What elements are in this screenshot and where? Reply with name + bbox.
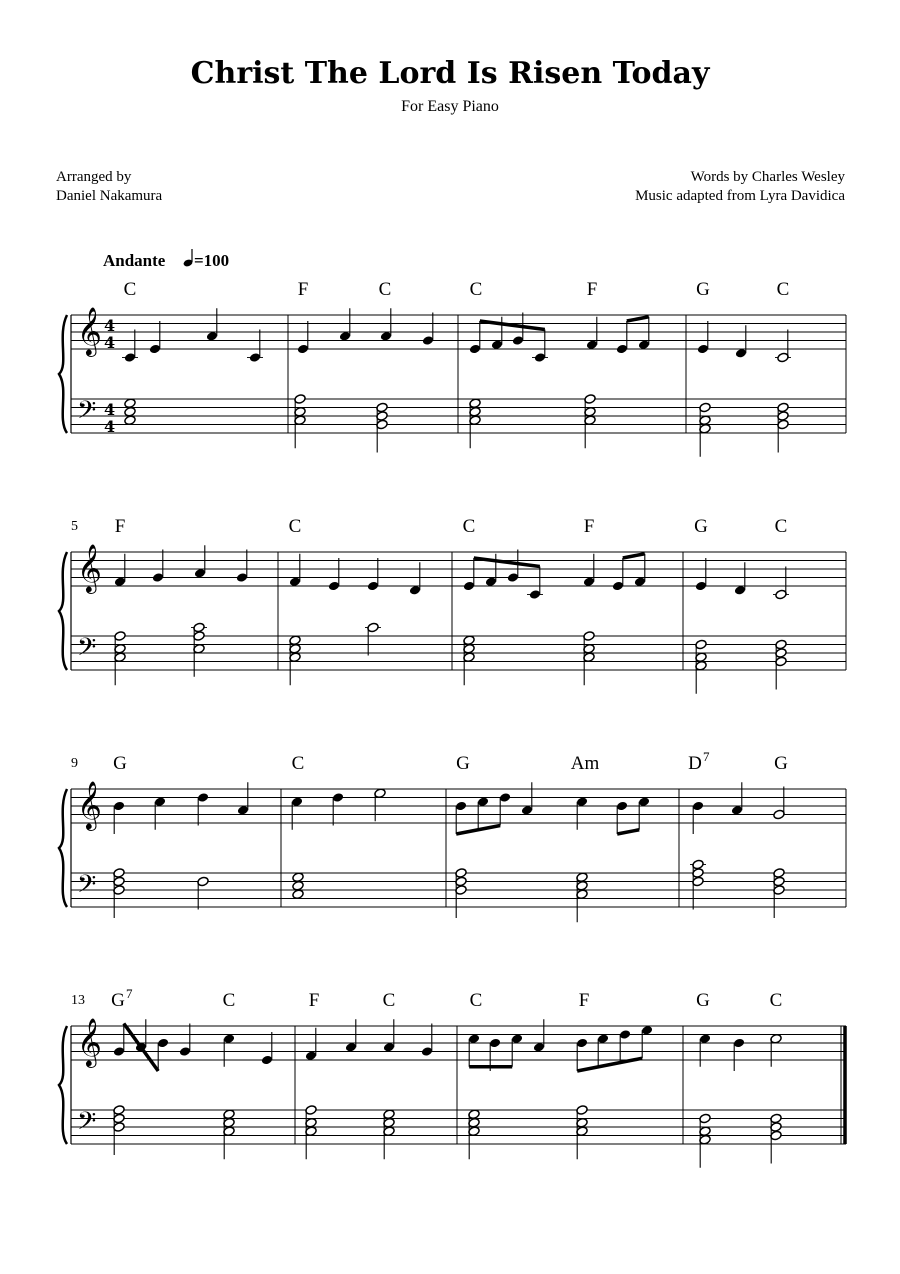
- system-2: [59, 516, 846, 694]
- arranger-name: Daniel Nakamura: [56, 188, 163, 204]
- bass-note: [292, 880, 304, 891]
- bass-note: [124, 406, 136, 417]
- chord-symbol: C: [222, 990, 236, 1011]
- treble-clef-icon: 𝄞: [77, 306, 102, 355]
- system-1: [59, 279, 846, 457]
- beam: [124, 1024, 158, 1072]
- chord-symbol: F: [114, 516, 126, 537]
- music-credit: Music adapted from Lyra Davidica: [635, 188, 845, 204]
- beam: [623, 554, 645, 558]
- brace-icon: [59, 552, 67, 670]
- bass-note: [124, 398, 136, 409]
- chord-symbol: C: [462, 516, 476, 537]
- arranger-label: Arranged by: [56, 169, 132, 185]
- treble-time-sig-bottom: 4: [104, 333, 116, 352]
- chord-symbol: G: [696, 279, 710, 300]
- chord-symbol: C: [123, 279, 137, 300]
- treble-time-sig-top: 4: [104, 316, 116, 335]
- bass-time-sig-bottom: 4: [104, 417, 116, 436]
- bass-note: [292, 872, 304, 883]
- tempo-text: Andante: [103, 251, 166, 270]
- chord-symbol: G: [696, 990, 710, 1011]
- chord-symbol: C: [769, 990, 783, 1011]
- bass-clef-icon: 𝄢: [77, 396, 97, 431]
- bass-clef-icon: 𝄢: [77, 870, 97, 905]
- bass-note: [124, 415, 136, 426]
- chord-symbol: C: [382, 990, 396, 1011]
- chord-symbol: G: [111, 990, 125, 1011]
- score-title: Christ The Lord Is Risen Today: [190, 56, 710, 91]
- score-subtitle: For Easy Piano: [401, 98, 499, 115]
- words-credit: Words by Charles Wesley: [690, 169, 845, 185]
- chord-symbol: C: [774, 516, 788, 537]
- bass-note: [292, 889, 304, 900]
- tempo-marking: [103, 249, 229, 270]
- measure-number: 9: [71, 756, 78, 771]
- treble-clef-icon: 𝄞: [77, 780, 102, 829]
- brace-icon: [59, 315, 67, 433]
- measure-number: 5: [71, 519, 78, 534]
- chord-symbol: Am: [570, 753, 600, 774]
- system-3: [59, 749, 846, 922]
- chord-extension: 7: [126, 986, 133, 1001]
- chord-symbol: F: [308, 990, 320, 1011]
- chord-symbol: F: [583, 516, 595, 537]
- chord-symbol: C: [469, 279, 483, 300]
- system-4: [59, 986, 846, 1168]
- brace-icon: [59, 1026, 67, 1144]
- chord-symbol: C: [288, 516, 302, 537]
- chord-symbol: G: [694, 516, 708, 537]
- brace-icon: [59, 789, 67, 907]
- beam: [480, 321, 545, 330]
- bass-clef-icon: 𝄢: [77, 1107, 97, 1142]
- beam: [617, 830, 639, 834]
- treble-clef-icon: 𝄞: [77, 1017, 102, 1066]
- beam: [627, 317, 649, 321]
- chord-symbol: C: [291, 753, 305, 774]
- chord-symbol: F: [586, 279, 598, 300]
- tempo-bpm: =100: [194, 251, 230, 270]
- bass-time-sig-top: 4: [104, 400, 116, 419]
- chord-symbol: F: [578, 990, 590, 1011]
- chord-symbol: C: [378, 279, 392, 300]
- bass-clef-icon: 𝄢: [77, 633, 97, 668]
- chord-symbol: G: [456, 753, 470, 774]
- beam: [474, 558, 540, 567]
- chord-symbol: C: [776, 279, 790, 300]
- treble-clef-icon: 𝄞: [77, 543, 102, 592]
- chord-symbol: F: [297, 279, 309, 300]
- measure-number: 13: [71, 993, 85, 1008]
- chord-symbol: G: [113, 753, 127, 774]
- chord-extension: 7: [703, 749, 710, 764]
- chord-symbol: D: [688, 753, 702, 774]
- chord-symbol: C: [469, 990, 483, 1011]
- chord-symbol: G: [774, 753, 788, 774]
